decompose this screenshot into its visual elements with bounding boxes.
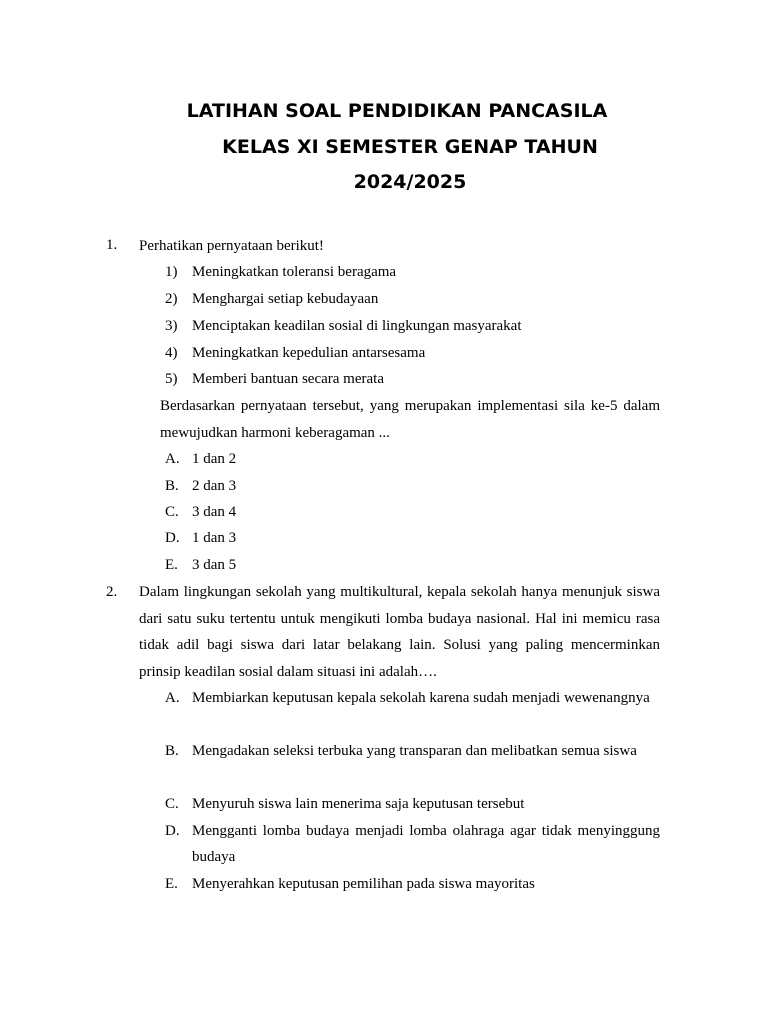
statement-number: 1)	[165, 264, 178, 280]
option-text: Mengganti lomba budaya menjadi lomba olahraga agar tidak menyinggung budaya	[192, 823, 660, 865]
option-text: Mengadakan seleksi terbuka yang transparan dan melibatkan semua siswa	[192, 743, 637, 759]
option-letter: A.	[165, 690, 180, 706]
statement-text: Menciptakan keadilan sosial di lingkungan masyarakat	[192, 318, 522, 334]
question-prompt: Perhatikan pernyataan berikut!	[139, 238, 324, 254]
statement-text: Menghargai setiap kebudayaan	[192, 291, 379, 307]
question-prompt: Dalam lingkungan sekolah yang multikultural, kepala sekolah hanya menunjuk siswa dari satu suku tertentu untuk mengikuti lomba budaya nasional. Hal ini memicu rasa tidak adil bagi siswa dari latar belakang lain. Solusi yang paling mencerminkan prinsip keadilan sosial dalam situasi ini adalah….	[139, 584, 660, 680]
option-letter: B.	[165, 478, 179, 494]
question-stem: Berdasarkan pernyataan tersebut, yang merupakan implementasi sila ke-5 dalam mewujudkan harmoni keberagaman ...	[160, 398, 660, 441]
option-text: Menyerahkan keputusan pemilihan pada siswa mayoritas	[192, 876, 535, 892]
option-letter: E.	[165, 876, 178, 892]
option-text: Membiarkan keputusan kepala sekolah karena sudah menjadi wewenangnya	[192, 690, 650, 706]
option-letter: B.	[165, 743, 179, 759]
statement-number: 5)	[165, 371, 178, 387]
option-letter: D.	[165, 530, 180, 546]
option-text: 2 dan 3	[192, 478, 237, 494]
statement-number: 4)	[165, 345, 178, 361]
statement-number: 3)	[165, 318, 178, 334]
statement-text: Meningkatkan toleransi beragama	[192, 264, 397, 280]
title-line-2: KELAS XI SEMESTER GENAP TAHUN	[222, 136, 598, 158]
option-text: 3 dan 5	[192, 557, 237, 573]
option-letter: E.	[165, 557, 178, 573]
option-letter: D.	[165, 823, 180, 839]
option-letter: C.	[165, 504, 179, 520]
statement-number: 2)	[165, 291, 178, 307]
option-text: 1 dan 2	[192, 451, 237, 467]
option-text: 1 dan 3	[192, 530, 237, 546]
option-text: 3 dan 4	[192, 504, 237, 520]
title-line-3: 2024/2025	[353, 171, 467, 193]
statement-text: Memberi bantuan secara merata	[192, 371, 384, 387]
statement-text: Meningkatkan kepedulian antarsesama	[192, 345, 426, 361]
option-letter: A.	[165, 451, 180, 467]
option-text: Menyuruh siswa lain menerima saja keputusan tersebut	[192, 796, 525, 812]
question-number: 2.	[106, 584, 118, 600]
title-line-1: LATIHAN SOAL PENDIDIKAN PANCASILA	[186, 100, 608, 122]
option-letter: C.	[165, 796, 179, 812]
question-number: 1.	[106, 237, 118, 253]
